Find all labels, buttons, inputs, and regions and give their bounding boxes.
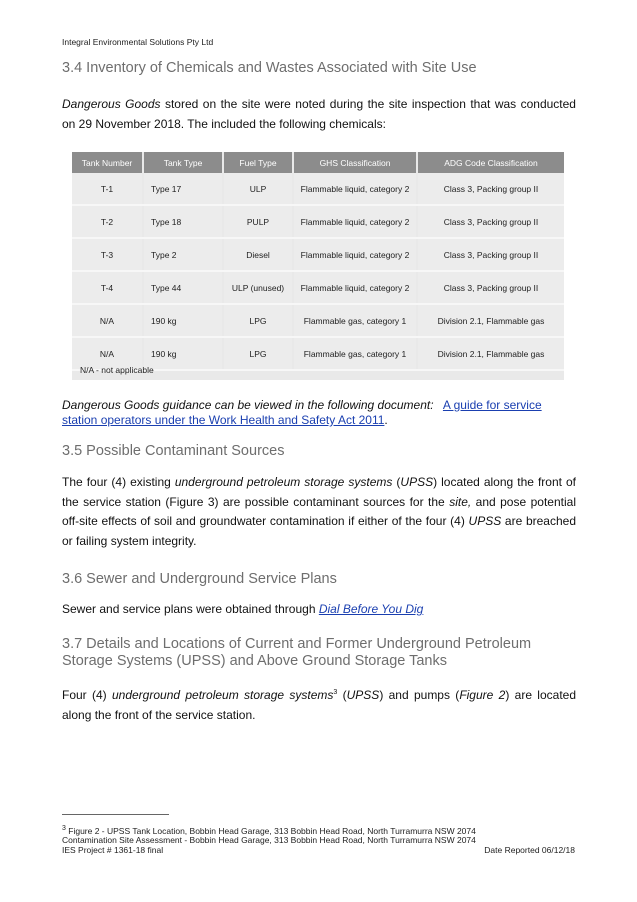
guidance-link[interactable]: A guide for service station operators under the Work Health and Safety Act 2011: [62, 398, 542, 427]
heading-3-5: 3.5 Possible Contaminant Sources: [62, 443, 285, 459]
table-cell: LPG: [223, 304, 293, 337]
table-cell: Class 3, Packing group II: [417, 238, 564, 271]
table-cell: T-2: [72, 205, 143, 238]
table-row: [72, 271, 564, 304]
table-row: [72, 304, 564, 337]
table-cell: 190 kg: [143, 337, 223, 370]
footer-project: IES Project # 1361-18 final: [62, 845, 164, 855]
guidance-trailing: .: [384, 413, 388, 427]
table-cell: Type 44: [143, 271, 223, 304]
chemicals-table-container: [72, 152, 564, 380]
table-cell: N/A: [72, 337, 143, 370]
table-cell: Class 3, Packing group II: [417, 173, 564, 205]
footnote-ref[interactable]: 3: [333, 689, 338, 696]
text-italic: underground petroleum storage systems: [174, 475, 393, 489]
text: and pose potential off-site effects of soil and groundwater contamination if either of the four (4): [62, 494, 576, 528]
table-row: [72, 238, 564, 271]
table-note: N/A - not applicable: [80, 365, 154, 375]
text: ) and pumps (: [379, 688, 460, 702]
table-row: [72, 205, 564, 238]
table-cell: ULP (unused): [223, 271, 293, 304]
heading-3-4: 3.4 Inventory of Chemicals and Wastes Associated with Site Use: [62, 60, 477, 76]
intro-text: stored on the site were noted during the site inspection that was conducted on 29 November 2018. The included the following chemicals:: [62, 97, 576, 131]
text: ) located along the front of the service station (Figure 3) are possible contaminant sources for the: [62, 475, 576, 509]
table-header-row: [72, 152, 564, 173]
heading-3-7: 3.7 Details and Locations of Current and Former Underground Petroleum Storage Systems (UPSS) and Above Ground Storage Tanks: [62, 636, 532, 669]
col-header: Tank Type: [143, 152, 223, 173]
text: are breached or failing system integrity.: [62, 514, 576, 548]
footnote-number: 3: [62, 825, 66, 832]
dbyd-link[interactable]: Dial Before You Dig: [318, 602, 424, 616]
footnote-text: Figure 2 - UPSS Tank Location, Bobbin Head Garage, 313 Bobbin Head Road, North Turramurra NSW 2074: [65, 825, 476, 836]
text: The four (4) existing: [62, 475, 175, 489]
text-italic: site,: [449, 494, 472, 509]
table-cell: Flammable liquid, category 2: [293, 173, 417, 205]
table-cell: Diesel: [223, 238, 293, 271]
table-cell: Flammable liquid, category 2: [293, 271, 417, 304]
table-cell: Type 17: [143, 173, 223, 205]
table-cell: Division 2.1, Flammable gas: [417, 304, 564, 337]
table-cell: ULP: [223, 173, 293, 205]
col-header: Tank Number: [72, 152, 143, 173]
table-cell: T-3: [72, 238, 143, 271]
table-cell: N/A: [72, 304, 143, 337]
contaminant-paragraph: [62, 473, 576, 551]
chemicals-table: [72, 152, 564, 371]
text: (: [392, 475, 401, 489]
text-italic: UPSS: [468, 514, 502, 528]
text-italic: UPSS: [400, 475, 434, 489]
table-row: [72, 173, 564, 205]
table-cell: Class 3, Packing group II: [417, 271, 564, 304]
text: ) are located along the front of the service station.: [62, 688, 576, 722]
table-cell: Flammable gas, category 1: [293, 304, 417, 337]
table-cell: T-4: [72, 271, 143, 304]
table-cell: 190 kg: [143, 304, 223, 337]
col-header: ADG Code Classification: [417, 152, 564, 173]
table-cell: Flammable liquid, category 2: [293, 238, 417, 271]
heading-3-6: 3.6 Sewer and Underground Service Plans: [62, 571, 337, 587]
page-header-company: Integral Environmental Solutions Pty Ltd: [62, 37, 214, 47]
text-italic: underground petroleum storage systems: [111, 688, 334, 702]
table-cell: Type 2: [143, 238, 223, 271]
upss-paragraph: [62, 683, 576, 725]
col-header: Fuel Type: [223, 152, 293, 173]
footer-date: Date Reported 06/12/18: [484, 845, 575, 855]
text: Four (4): [62, 688, 112, 702]
guidance-text: Dangerous Goods guidance can be viewed in the following document:: [62, 398, 434, 412]
intro-italic: Dangerous Goods: [62, 97, 161, 111]
table-cell: T-1: [72, 173, 143, 205]
table-cell: Class 3, Packing group II: [417, 205, 564, 238]
table-cell: Type 18: [143, 205, 223, 238]
text-italic: Figure 2: [459, 688, 506, 702]
table-cell: LPG: [223, 337, 293, 370]
sewer-paragraph: [62, 600, 576, 620]
guidance-paragraph: [62, 398, 576, 428]
text: Sewer and service plans were obtained through: [62, 602, 319, 616]
table-cell: Division 2.1, Flammable gas: [417, 337, 564, 370]
footer-line: Contamination Site Assessment - Bobbin Head Garage, 313 Bobbin Head Road, North Turramurra NSW 2074: [62, 835, 476, 845]
table-cell: Flammable gas, category 1: [293, 337, 417, 370]
text-italic: UPSS: [346, 688, 380, 702]
table-cell: PULP: [223, 205, 293, 238]
table-cell: Flammable liquid, category 2: [293, 205, 417, 238]
intro-paragraph: [62, 95, 576, 134]
col-header: GHS Classification: [293, 152, 417, 173]
footnote-divider: [62, 814, 169, 815]
text: (: [337, 688, 347, 702]
